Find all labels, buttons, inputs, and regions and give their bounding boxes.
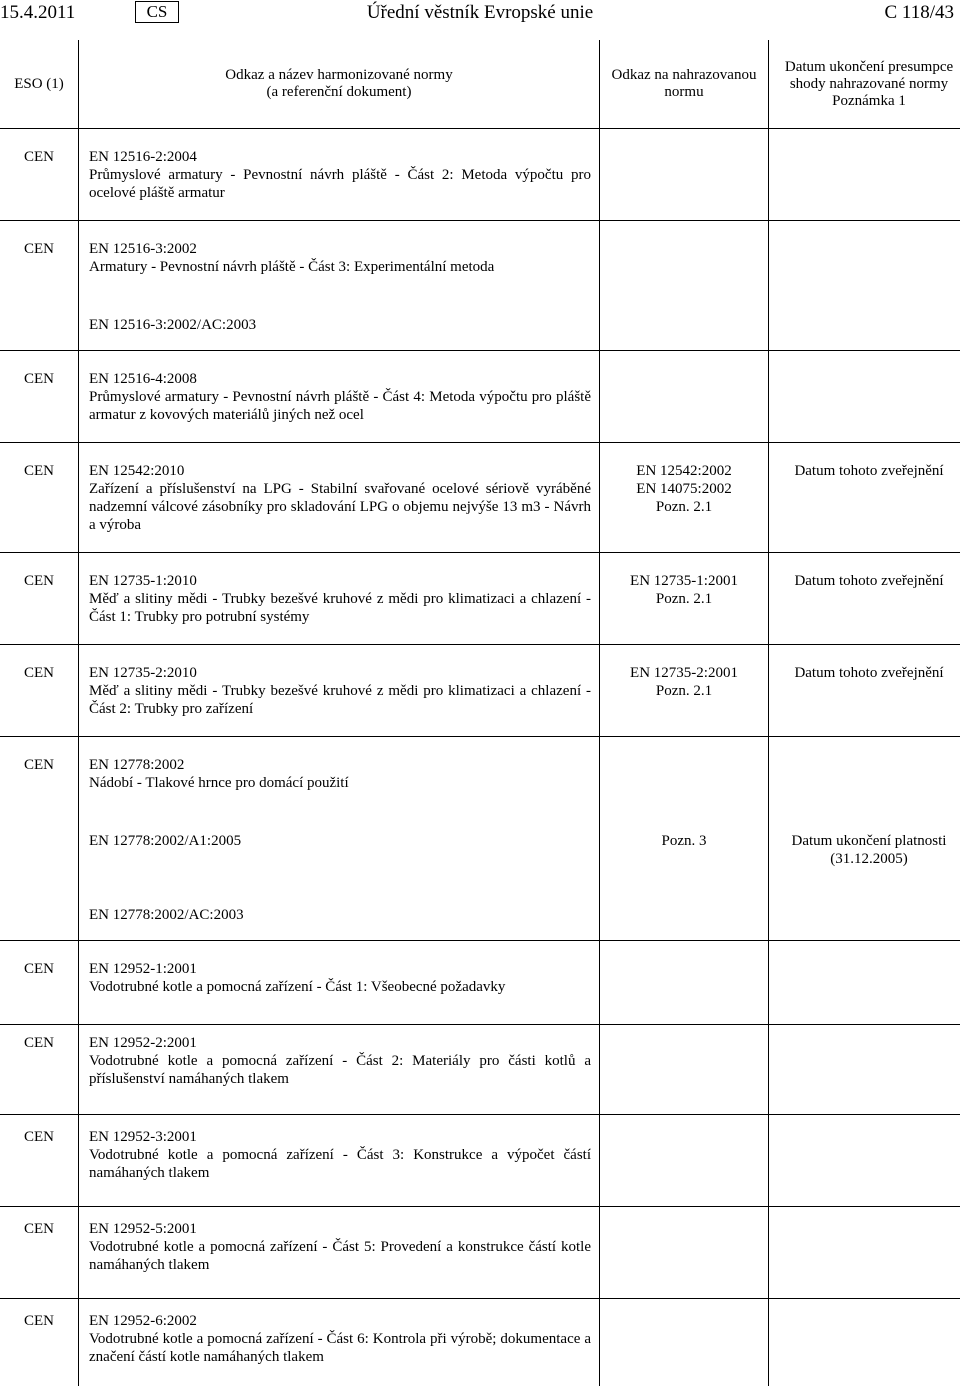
column-header-replaced-line2: normu xyxy=(664,84,704,100)
column-header-date-line1: Datum ukončení presumpce xyxy=(784,58,954,75)
standard-title: Vodotrubné kotle a pomocná zařízení - Část 3: Konstrukce a výpočet částí namáhaných tlakem xyxy=(89,1147,591,1181)
standard-title: Průmyslové armatury - Pevnostní návrh pláště - Část 2: Metoda výpočtu pro ocelové pláště armatur xyxy=(89,167,591,201)
eso-cell: CEN xyxy=(24,241,54,257)
eso-cell: CEN xyxy=(24,371,54,387)
replaced-note: Pozn. 2.1 xyxy=(655,591,713,607)
standard-title: Měď a slitiny mědi - Trubky bezešvé kruhové z mědi pro klimatizaci a chlazení - Část 1: Trubky pro potrubní systémy xyxy=(89,591,591,625)
standard-cell xyxy=(89,148,591,202)
column-header-replaced-line1: Odkaz na nahrazovanou xyxy=(611,67,757,83)
standard-reference: EN 12516-2:2004 xyxy=(89,149,197,165)
standard-reference: EN 12516-4:2008 xyxy=(89,371,197,387)
standard-cell xyxy=(89,664,591,718)
eso-cell: CEN xyxy=(24,1221,54,1237)
standard-reference: EN 12952-2:2001 xyxy=(89,1035,197,1051)
replaced-standard: EN 12735-1:2001 xyxy=(630,573,738,589)
cessation-date-cell xyxy=(778,832,960,868)
standard-reference: EN 12952-3:2001 xyxy=(89,1129,197,1145)
standard-reference: EN 12952-6:2002 xyxy=(89,1313,197,1329)
column-header-date-line2: shody nahrazované normy xyxy=(789,75,949,92)
eso-cell: CEN xyxy=(24,961,54,977)
row-divider xyxy=(0,644,960,645)
header-divider xyxy=(0,128,960,129)
standard-title: Vodotrubné kotle a pomocná zařízení - Část 1: Všeobecné požadavky xyxy=(89,979,506,995)
standard-cell xyxy=(89,1220,591,1274)
replaced-standard: EN 12735-2:2001 xyxy=(630,665,738,681)
standard-reference: EN 12542:2010 xyxy=(89,463,185,479)
standard-reference: EN 12952-1:2001 xyxy=(89,961,197,977)
row-divider xyxy=(0,350,960,351)
column-header-date-line3: Poznámka 1 xyxy=(832,92,906,109)
standard-title: Vodotrubné kotle a pomocná zařízení - Část 2: Materiály pro části kotlů a příslušenství namáhaných tlakem xyxy=(89,1053,591,1087)
row-divider xyxy=(0,736,960,737)
cessation-date-label: Datum ukončení platnosti xyxy=(791,833,947,849)
column-header-eso xyxy=(0,40,78,128)
standard-cell xyxy=(89,1128,591,1182)
replaced-standard: EN 14075:2002 xyxy=(636,481,732,497)
replaced-note: Pozn. 2.1 xyxy=(655,499,713,515)
standard-cell xyxy=(89,240,591,276)
replaced-standard-cell xyxy=(600,462,768,516)
column-divider xyxy=(768,40,769,1386)
eso-cell: CEN xyxy=(24,1129,54,1145)
replaced-standard: EN 12542:2002 xyxy=(636,463,732,479)
standard-reference: EN 12516-3:2002/AC:2003 xyxy=(89,317,257,333)
replaced-standard-cell xyxy=(600,664,768,700)
standard-cell xyxy=(89,832,591,850)
standard-reference: EN 12516-3:2002 xyxy=(89,241,197,257)
column-header-reference-line1: Odkaz a název harmonizované normy xyxy=(225,67,453,83)
row-divider xyxy=(0,1298,960,1299)
standard-title: Průmyslové armatury - Pevnostní návrh pláště - Část 4: Metoda výpočtu pro pláště armatur z kovových materiálů jiných než ocel xyxy=(89,389,591,423)
standard-title: Nádobí - Tlakové hrnce pro domácí použití xyxy=(89,775,349,791)
eso-cell: CEN xyxy=(24,149,54,165)
eso-cell: CEN xyxy=(24,1035,54,1051)
column-header-eso-label: ESO (1) xyxy=(14,75,64,92)
standard-reference: EN 12735-2:2010 xyxy=(89,665,197,681)
standard-title: Měď a slitiny mědi - Trubky bezešvé kruhové z mědi pro klimatizaci a chlazení - Část 2: Trubky pro zařízení xyxy=(89,683,591,717)
standard-title: Vodotrubné kotle a pomocná zařízení - Část 6: Kontrola při výrobě; dokumentace a značení částí kotle namáhaných tlakem xyxy=(89,1331,591,1365)
page-number: C 118/43 xyxy=(884,2,954,23)
replaced-note: Pozn. 3 xyxy=(661,833,707,849)
cessation-date-cell: Datum tohoto zveřejnění xyxy=(794,463,944,479)
column-header-reference-line2: (a referenční dokument) xyxy=(266,84,412,100)
standard-cell xyxy=(89,572,591,626)
standard-cell xyxy=(89,756,591,792)
standard-title: Vodotrubné kotle a pomocná zařízení - Část 5: Provedení a konstrukce částí kotle namáhaných tlakem xyxy=(89,1239,591,1273)
language-badge: CS xyxy=(135,1,179,23)
column-header-reference xyxy=(79,40,599,128)
standard-cell xyxy=(89,316,591,334)
column-divider xyxy=(78,40,79,1386)
standard-title: Armatury - Pevnostní návrh pláště - Část 3: Experimentální metoda xyxy=(89,259,495,275)
row-divider xyxy=(0,552,960,553)
standard-reference: EN 12952-5:2001 xyxy=(89,1221,197,1237)
replaced-standard-cell xyxy=(600,832,768,850)
cessation-date-cell: Datum tohoto zveřejnění xyxy=(794,573,944,589)
standard-cell xyxy=(89,960,591,996)
standard-reference: EN 12778:2002/A1:2005 xyxy=(89,833,242,849)
replaced-note: Pozn. 2.1 xyxy=(655,683,713,699)
eso-cell: CEN xyxy=(24,463,54,479)
row-divider xyxy=(0,1206,960,1207)
column-header-replaced xyxy=(600,40,768,128)
standard-reference: EN 12735-1:2010 xyxy=(89,573,197,589)
standard-reference: EN 12778:2002 xyxy=(89,757,185,773)
standard-title: Zařízení a příslušenství na LPG - Stabilní svařované ocelové sériově vyráběné nadzemní válcové zásobníky pro skladování LPG o objemu nejvýše 13 m3 - Návrh a výroba xyxy=(89,481,591,533)
standard-cell xyxy=(89,906,591,924)
row-divider xyxy=(0,442,960,443)
row-divider xyxy=(0,1024,960,1025)
page-header xyxy=(0,0,960,40)
cessation-date-cell: Datum tohoto zveřejnění xyxy=(794,665,944,681)
standard-cell xyxy=(89,1312,591,1366)
eso-cell: CEN xyxy=(24,1313,54,1329)
row-divider xyxy=(0,220,960,221)
standard-cell xyxy=(89,370,591,424)
standard-cell xyxy=(89,462,591,534)
row-divider xyxy=(0,1114,960,1115)
eso-cell: CEN xyxy=(24,757,54,773)
standard-cell xyxy=(89,1034,591,1088)
cessation-date-value: (31.12.2005) xyxy=(830,851,908,867)
standard-reference: EN 12778:2002/AC:2003 xyxy=(89,907,244,923)
replaced-standard-cell xyxy=(600,572,768,608)
column-header-date xyxy=(778,40,960,128)
publication-date: 15.4.2011 xyxy=(0,2,76,23)
journal-title: Úřední věstník Evropské unie xyxy=(366,2,594,23)
eso-cell: CEN xyxy=(24,573,54,589)
eso-cell: CEN xyxy=(24,665,54,681)
column-divider xyxy=(599,40,600,1386)
row-divider xyxy=(0,940,960,941)
